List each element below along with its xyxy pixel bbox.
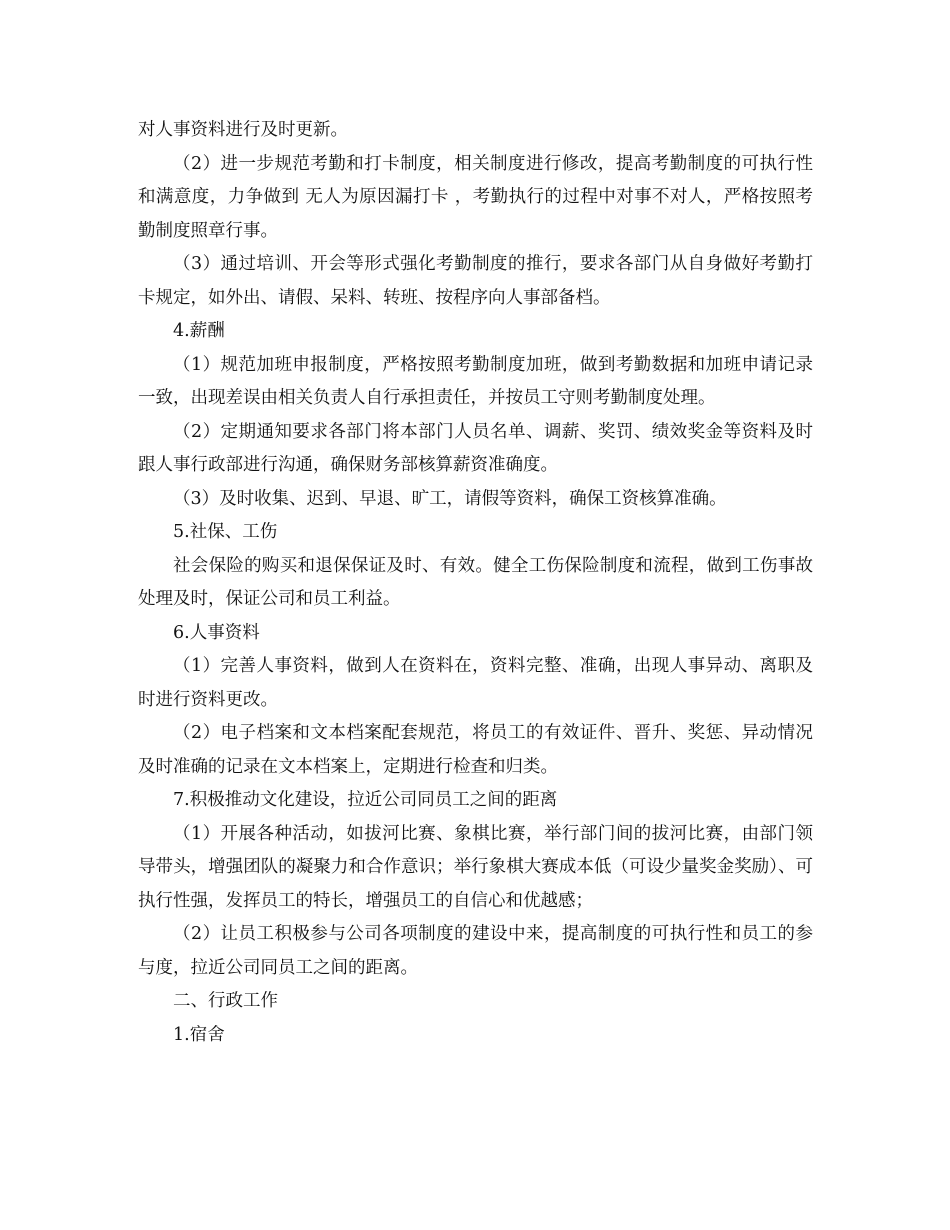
paragraph: （3）及时收集、迟到、早退、旷工，请假等资料，确保工资核算准确。 — [173, 488, 727, 509]
paragraph: （2）进一步规范考勤和打卡制度，相关制度进行修改，提高考勤制度的可执行性和满意度，力争做到 无人为原因漏打卡 ，考勤执行的过程中对事不对人，严格按照考勤制度照章行事。 — [138, 153, 813, 241]
section-heading: 7.积极推动文化建设，拉近公司同员工之间的距离 — [173, 790, 558, 810]
chapter-heading: 二、行政工作 — [173, 991, 278, 1011]
paragraph: （1）规范加班申报制度，严格按照考勤制度加班，做到考勤数据和加班申请记录一致，出现差误由相关负责人自行承担责任，并按员工守则考勤制度处理。 — [138, 354, 813, 408]
paragraph: （2）让员工积极参与公司各项制度的建设中来，提高制度的可执行性和员工的参与度，拉近公司同员工之间的距离。 — [138, 924, 813, 978]
document-body — [138, 114, 813, 1052]
paragraph: （1）完善人事资料，做到人在资料在，资料完整、准确，出现人事异动、离职及时进行资料更改。 — [138, 656, 813, 710]
paragraph: （2）电子档案和文本档案配套规范，将员工的有效证件、晋升、奖惩、异动情况及时准确的记录在文本档案上，定期进行检查和归类。 — [138, 723, 813, 777]
paragraph: （3）通过培训、开会等形式强化考勤制度的推行，要求各部门从自身做好考勤打卡规定，如外出、请假、呆料、转班、按程序向人事部备档。 — [138, 254, 813, 308]
section-heading: 1.宿舍 — [173, 1024, 225, 1045]
paragraph: 社会保险的购买和退保保证及时、有效。健全工伤保险制度和流程，做到工伤事故处理及时，保证公司和员工利益。 — [138, 555, 813, 609]
paragraph: 对人事资料进行及时更新。 — [138, 120, 348, 140]
paragraph: （2）定期通知要求各部门将本部门人员名单、调薪、奖罚、绩效奖金等资料及时跟人事行政部进行沟通，确保财务部核算薪资准确度。 — [138, 421, 813, 475]
section-heading: 5.社保、工伤 — [173, 522, 278, 542]
paragraph: （1）开展各种活动，如拔河比赛、象棋比赛，举行部门间的拔河比赛，由部门领导带头，增强团队的凝聚力和合作意识；举行象棋大赛成本低（可设少量奖金奖励）、可执行性强，发挥员工的特长，增强员工的自信心和优越感； — [138, 823, 813, 911]
section-heading: 6.人事资料 — [173, 622, 260, 643]
section-heading: 4.薪酬 — [173, 321, 225, 341]
